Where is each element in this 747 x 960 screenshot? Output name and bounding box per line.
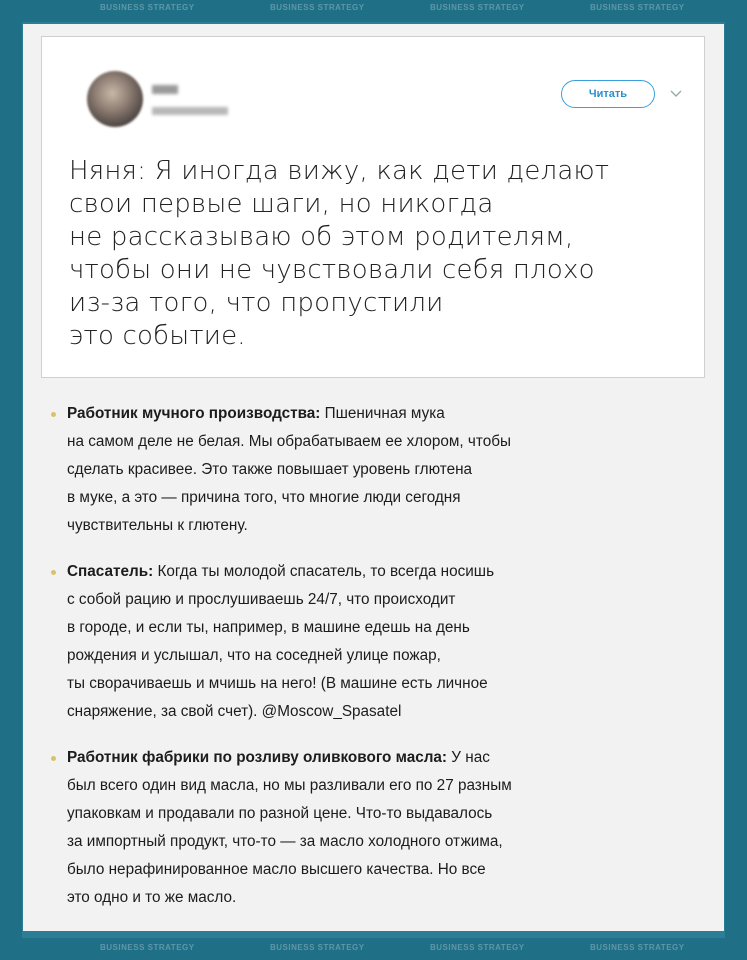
tweet-card (41, 36, 705, 378)
item-line: рождения и услышал, что на соседней улице пожар, (67, 647, 441, 664)
item-line: было нерафинированное масло высшего качества. Но все (67, 861, 486, 878)
watermark: BUSINESS STRATEGY (100, 943, 195, 952)
tweet-line: это событие. (69, 321, 246, 351)
chevron-down-icon[interactable] (668, 85, 684, 101)
list-item (67, 400, 707, 540)
list-item (67, 558, 707, 726)
item-line: упаковкам и продавали по разной цене. Что-то выдавалось (67, 805, 493, 822)
user-name-blurred[interactable] (152, 85, 178, 94)
watermark: BUSINESS STRATEGY (100, 3, 195, 12)
watermark: BUSINESS STRATEGY (430, 3, 525, 12)
item-title: Работник фабрики по розливу оливкового масла: (67, 749, 448, 766)
watermark: BUSINESS STRATEGY (270, 3, 365, 12)
item-line: в муке, а это — причина того, что многие люди сегодня (67, 489, 461, 506)
item-text: Пшеничная мука (324, 405, 445, 422)
watermark: BUSINESS STRATEGY (590, 943, 685, 952)
content-card (23, 24, 724, 931)
watermark: BUSINESS STRATEGY (270, 943, 365, 952)
tweet-line: Няня: Я иногда вижу, как дети делают (69, 156, 610, 186)
item-line: был всего один вид масла, но мы разливали его по 27 разным (67, 777, 512, 794)
bullet (51, 570, 56, 575)
item-line: сделать красивее. Это также повышает уровень глютена (67, 461, 473, 478)
list-item (67, 744, 707, 912)
item-line: это одно и то же масло. (67, 889, 237, 906)
item-title: Работник мучного производства: (67, 405, 321, 422)
tweet-line: свои первые шаги, но никогда (69, 189, 494, 219)
item-first-line (67, 744, 707, 772)
watermark: BUSINESS STRATEGY (430, 943, 525, 952)
bullet (51, 412, 56, 417)
item-line: на самом деле не белая. Мы обрабатываем ее хлором, чтобы (67, 433, 511, 450)
follow-button[interactable]: Читать (561, 80, 655, 108)
item-first-line (67, 400, 707, 428)
tweet-text (69, 155, 689, 353)
user-handle-blurred (152, 107, 228, 115)
tweet-line: не рассказываю об этом родителям, (69, 222, 574, 252)
item-line: с собой рацию и прослушиваешь 24/7, что происходит (67, 591, 456, 608)
item-line: в городе, и если ты, например, в машине едешь на день (67, 619, 470, 636)
item-first-line (67, 558, 707, 586)
tweet-line: из-за того, что пропустили (69, 288, 444, 318)
item-line: чувствительны к глютену. (67, 517, 248, 534)
item-line: за импортный продукт, что-то — за масло холодного отжима, (67, 833, 503, 850)
item-text: Когда ты молодой спасатель, то всегда носишь (157, 563, 495, 580)
item-line: ты сворачиваешь и мчишь на него! (В машине есть личное (67, 675, 488, 692)
item-text: У нас (451, 749, 490, 766)
watermark: BUSINESS STRATEGY (590, 3, 685, 12)
tweet-line: чтобы они не чувствовали себя плохо (69, 255, 595, 285)
item-title: Спасатель: (67, 563, 154, 580)
avatar[interactable] (87, 71, 143, 127)
item-line: снаряжение, за свой счет). @Moscow_Spasatel (67, 703, 402, 720)
bullet (51, 756, 56, 761)
